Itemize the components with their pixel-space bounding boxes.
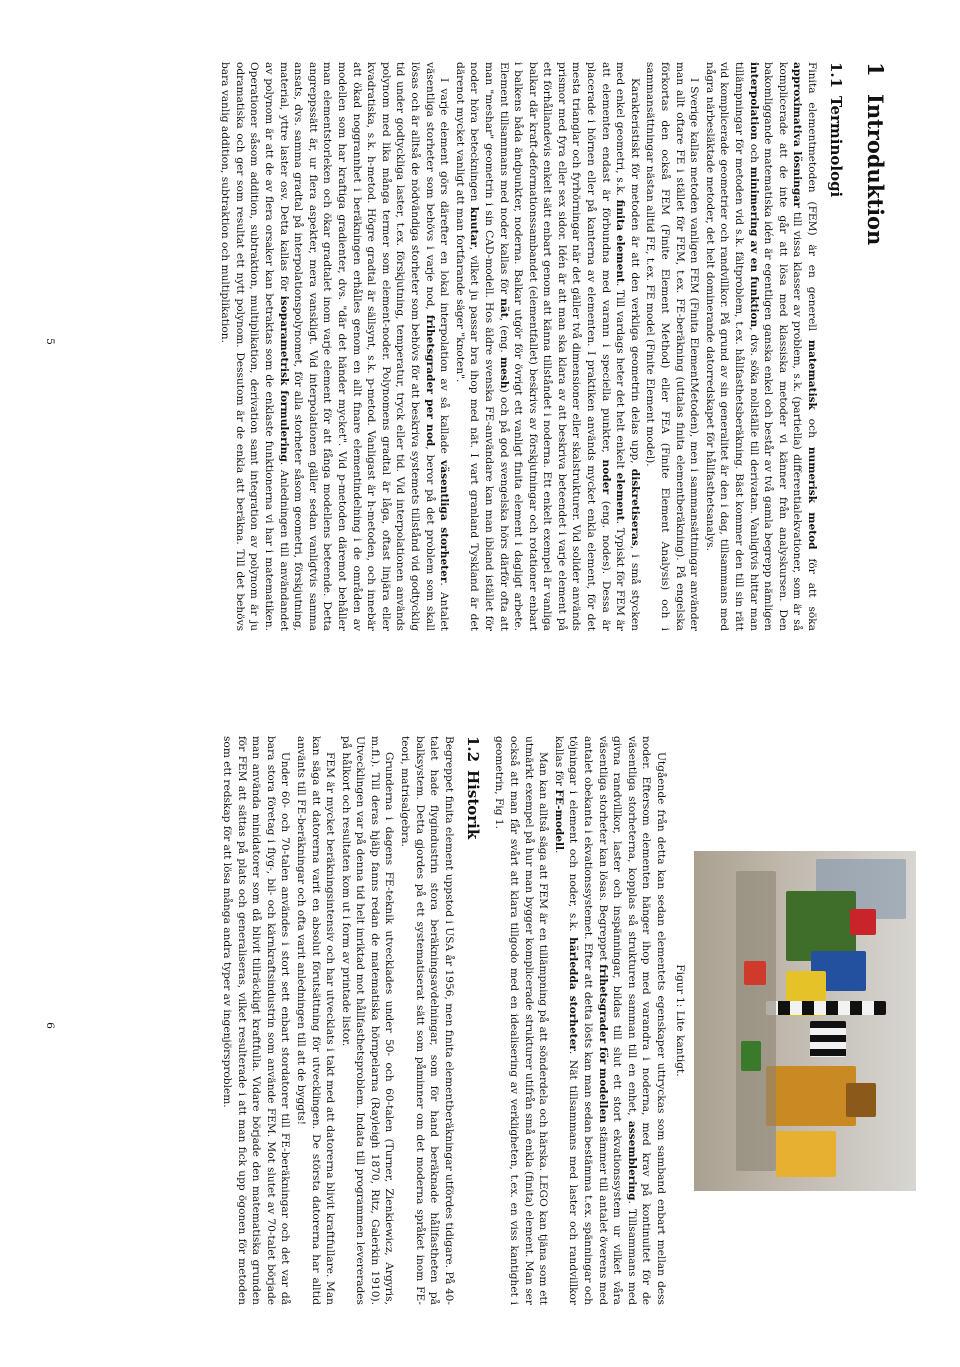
bold-term: diskretiseras	[628, 468, 641, 546]
text-run: FEM är mycket beräkningsintensiv och har utvecklats i takt med att datorerna blivit kraftfullare. Man kan säga att datorerna varit en absolut förutsättning för utvecklingen. De största datorerna har alltid använts till FE-beräkningar och ofta varit anledningen till att de byggts!	[294, 736, 337, 1305]
text-run: , (eng.	[497, 317, 510, 357]
bold-term: FE-modell	[552, 789, 565, 851]
page-right	[0, 684, 960, 1367]
bold-term: frihetsgrader per nod	[423, 314, 436, 447]
paragraph	[551, 736, 668, 1305]
bold-term: väsentliga storheter	[438, 460, 451, 583]
paragraph	[293, 736, 337, 1305]
text-run: , vilket ju passar bra ihop med nät. I vart granland Tyskland är det därenot mycket vanligt att man fortfarande säger "knoten".	[453, 62, 481, 631]
bold-term: nät	[497, 298, 510, 318]
text-run: Under 60- och 70-talen användes i stort sett enbart stordatorer till FE-beräkningar och det var då bara stora företag i flyg-, bil- och kärnkraftsindustrin som använde FEM. Mot slutet av 70-talet började man använda minidatorer som då blivit tillräckligt kraftfulla. Vidare började den matematiska grunden för FEM att sättas på plats och generaliseras, vilket resulterade i att man fick upp ögonen för metoden som ett redskap för att lösa många andra typer av ingenjörsproblem.	[220, 736, 292, 1305]
paragraph	[702, 62, 819, 631]
figure-caption: Figur 1: Lite kantigt.	[674, 964, 686, 1077]
page-number: 5	[44, 338, 56, 345]
section-heading	[464, 736, 482, 1305]
chapter-title: Introduktion	[863, 94, 888, 246]
text-run: I varje element görs därefter en lokal interpolation av så kallade	[438, 78, 451, 461]
text-run: (eng. nodes). Dessa är placerade i hörnen eller på kanterna av elementen. I praktiken används mycket enkla element, för det mesta trianglar och fyrhörningar när det gäller två dimensioner eller skalstrukturer. Vid solider används prismor med fyra eller sex sidor. Idén är att man ska klara av att beskriva beteendet i varje element på ett förhållandevis enkelt sätt enbart genom att känna tillståndet i noderna. Ett enkelt exempel är vanliga balkar där kraft-deformationssambandet (elementfallet) beskrivs av förskjutningar och rotationer enbart i balkens båda ändpunkter, noderna. Balkar utgör för övrigt ett vanligt finita element i dagligt arbete. Element tillsammans med noder kallas för	[497, 62, 612, 631]
section-number: 1.2	[463, 736, 482, 763]
text-run: Finita elementmetoden (FEM) är en generell	[806, 62, 818, 340]
text-run: Utgående från detta kan sedan elementets egenskaper uttryckas som samband enbart mellan dess noder. Eftersom elementen hänger ihop med varandra i noderna, med krav på kontinuitet för de väsentliga storheterna, kopplas så strukturen samman till en enhet,	[625, 736, 667, 1305]
text-run: och	[806, 409, 818, 447]
text-run: , i små stycken med enkel geometri, s.k.	[614, 62, 641, 631]
text-run: I Sverige kallas metoden vanligen FEM (Finita ElementMetoden), men i sammansättningar använder man allt oftare FE i stället för FEM, t.ex. FE-beräkning (uttalas finita elementberäkning). På engelska förkortas den också FEM (Finite Element Method) eller FEA (Finite Element Analysis) och i sammansättningar nästan alltid FE, t.ex. FE model (Finite Element model).	[644, 62, 701, 631]
bold-term: mesh	[497, 356, 510, 389]
text-run: . Till vardags heter det helt enkelt	[614, 282, 627, 473]
bold-term: härledda storheter	[567, 937, 580, 1051]
text-run: till vissa klasser av problem, s.k. (partiella) differentialekvationer, som är så komplicerade att de inte går att lösa med klassiska metoder vi känner från analyskursen. Den bakomliggande matematiska idén är egentligen ganska enkel och består av två gamla begrepp nämligen	[762, 62, 804, 632]
text-run: . Nät tillsammans med laster och randvillkor kallas för	[552, 736, 580, 1305]
bold-term: assemblering	[625, 1120, 638, 1201]
paragraph	[643, 62, 701, 631]
bold-term: noder	[599, 459, 612, 495]
bold-term: interpolation	[747, 62, 760, 140]
bold-term: matematisk	[806, 339, 818, 410]
paragraph	[219, 736, 292, 1305]
text-run: Grunderna i dagens FE-teknik utvecklades under 50- och 60-talen (Turner, Zienkiewicz, Argyris, m.fl.). Till deras hjälp fanns redan de matematiska hörnpelarna (Rayleigh 1870, Ritz, Galerkin 1910). Utvecklingen var på denna tid helt inriktad mot hållfasthetsproblem. Indata till programmen levererades på hålkort och resultaten kom ut i form av printade listor.	[339, 736, 396, 1305]
paragraph	[452, 62, 642, 631]
text-run: , dvs. söka nollställe till derivatan. Vanligtvis hittar man tillämpningar för metoden vid s.k. fältproblem, t.ex. hållfasthetsberäkning. Bäst kommer den till sin rätt vid komplicerade geometrier och randvillkor. På grund av sin generalitet är den i dag, tillsammans med några närbesläktade metoder, det helt dominerande datorredskapet för hållfasthetsanalys.	[703, 62, 760, 631]
text-run: . Antalet väsentliga storheter som behövs i varje nod,	[423, 62, 451, 631]
lego-photo	[694, 851, 916, 1191]
page-left	[0, 0, 960, 683]
paragraph	[218, 62, 452, 631]
text-run: Karakteristiskt för metoden är att den verkliga geometrin delas upp,	[628, 78, 641, 469]
chapter-number: 1	[863, 62, 888, 77]
bold-term: isoparametrisk formulering	[277, 295, 290, 462]
bold-term: minimering av en funktion	[747, 166, 760, 328]
section-heading	[827, 62, 845, 631]
text-run: ) och på god svengelska hörs därför ofta att man "meshar" geometrin i sin CAD-modell. Hos äldre svenska FE-användare kan man ibland istället för noder höra beteckningen	[468, 62, 510, 631]
paragraph	[398, 736, 456, 1305]
text-run: . Anledningen till användandet av polynom är att de av flera orsaker kan betraktas som de enklaste funktionerna vi har i matematiken. Operationer såsom addition, subtraktion, multiplikation, derivation samt integration av polynom är ju odramatiska och ger som resultat ett nytt polynom. Dessutom är de enkla att beräkna. Till det behövs bara vanlig addition, subtraktion och multiplikation.	[219, 62, 290, 631]
section-title: Terminologi	[827, 96, 845, 198]
paragraph	[492, 736, 550, 1305]
bold-term: knutar	[468, 206, 481, 247]
section-number: 1.1	[827, 62, 845, 89]
text-run: för att söka	[806, 549, 818, 631]
text-run: .	[552, 850, 565, 854]
bold-term: numerisk metod	[806, 446, 818, 550]
text-run: , beror på det problem som skall lösas och är alltså de nödvändiga storheter som behövs för att beskriva systemets tillstånd vid godtycklig tid under godtyckliga laster, t.ex. förskjutning, temperatur, tryck eller tid. Vid interpolationen används polynom med lika många termer som element-noder. Polynomens gradtal är låga, oftast linjära eller kvadratiska, s.k. h-metod. Högre gradtal är sällsynt, s.k. p-metod. Vanligast är h-metoden, och innebär att ökad noggrannhet i beräkningen erhålles genom en allt finare elementindelning i de områden av modellen som har kraftiga gradienter, dvs. "där det händer mycket". Vid p-metoden däremot behåller man elementstorleken och ökar gradtalet inom varje element för att fånga modellens beteende. Detta angreppssätt är, ur flera aspekter, mera vanskligt. Vid interpolationen gäller sedan vanligtvis samma ansats, dvs. samma gradtal på interpolationspolynomet, för alla storheter såsom geometri, förskjutning, material, yttre laster osv. Detta kallas för	[277, 62, 436, 632]
text-run: Begreppet finita element uppstod i USA år 1956, men finita elementberäkningar utfördes tidigare. På 40-talet hade flygindustrin stora beräkningsavdelningar, som för hand beräknade hållfastheten på balksystem. Detta gjordes på ett systematiserat sätt som påminner om det moderna språket inom FE-teori, matrisalgebra.	[399, 736, 455, 1305]
paragraph	[338, 736, 396, 1305]
chapter-heading	[863, 62, 888, 631]
text-run: och	[747, 140, 760, 167]
text-run: Man kan alltså säga att FEM är en tillämpning på att sönderdela och härska. LEGO kan tjäna som ett utmärkt exempel på hur man bygger komplicerade strukturer utifrån små enkla (finita) element. Man ser också att man får svårt att klara tillgodo med en idealisering av verkligheten, t.ex. en viss kantighet i geometrin, Fig 1.	[493, 736, 550, 1305]
text-run: . Tillsammans med givna randvillkor, laster och inspänningar, bildas till slut ett stort ekvationssystem ur vilket våra väsentliga storheter kan lösas. Begreppet	[596, 736, 638, 1305]
bold-term: approximativa lösningar	[791, 62, 804, 208]
section-title: Historik	[463, 770, 482, 840]
bold-term: element	[614, 472, 627, 521]
text-run: stämmer till antalet överens med antalet obekanta i ekvationssystemet. Efter att detta lösts kan man sedan bestämma t.ex. spänningar och töjningar i element och noder, s.k.	[567, 736, 609, 1305]
page-number: 6	[44, 1022, 56, 1029]
text-run: . Typiskt för FEM är att elementen endast är förbundna med varann i speciella punkter,	[599, 62, 627, 631]
bold-term: finita element	[614, 199, 627, 283]
bold-term: frihetsgrader för modellen	[596, 964, 609, 1123]
figure	[674, 851, 916, 1191]
